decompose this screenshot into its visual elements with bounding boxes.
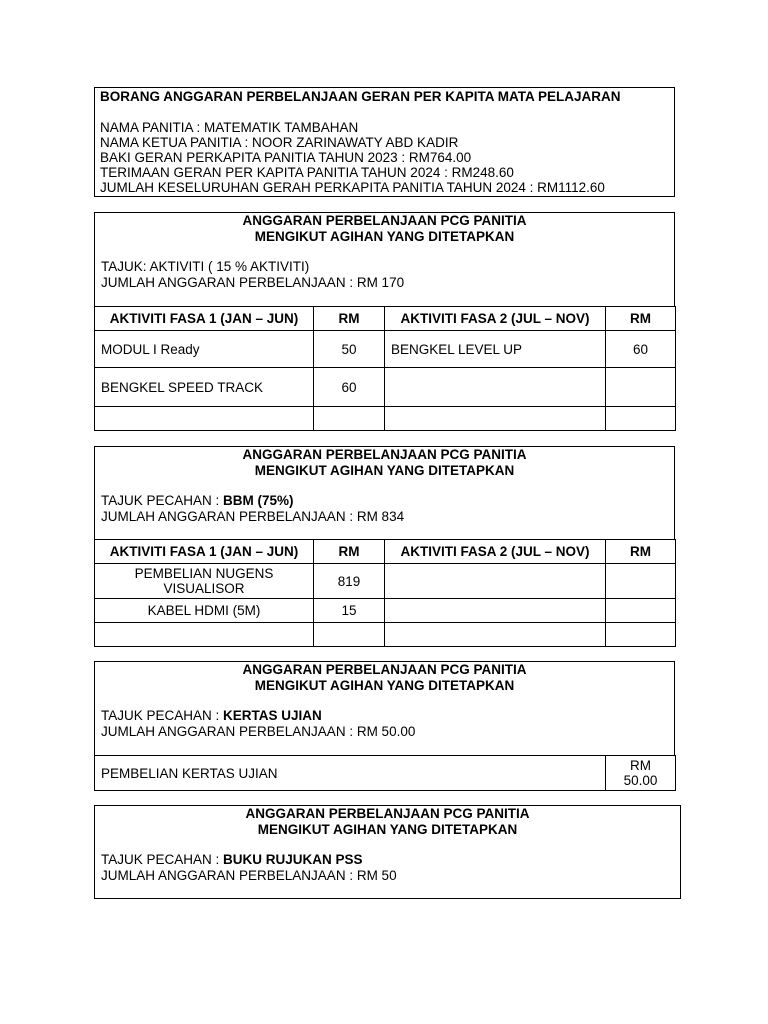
section-4-total: JUMLAH ANGGARAN PERBELANJAAN : RM 50 (101, 868, 397, 883)
section-1-heading-2: MENGIKUT AGIHAN YANG DITETAPKAN (254, 229, 515, 244)
section-3-total: JUMLAH ANGGARAN PERBELANJAAN : RM 50.00 (101, 724, 416, 739)
section-3-heading-2: MENGIKUT AGIHAN YANG DITETAPKAN (254, 678, 515, 693)
table-cell (606, 407, 676, 431)
section-3-heading-1: ANGGARAN PERBELANJAAN PCG PANITIA (242, 662, 527, 677)
section-1-heading-1: ANGGARAN PERBELANJAAN PCG PANITIA (242, 213, 527, 228)
section-3-box (94, 661, 675, 756)
table-cell (606, 564, 676, 599)
col-rm-1: RM (314, 540, 385, 564)
table-cell (606, 623, 676, 647)
table-cell (385, 564, 606, 599)
section-2-topic (101, 493, 294, 508)
section-4-heading-1: ANGGARAN PERBELANJAAN PCG PANITIA (245, 806, 530, 821)
topic-value: BBM (75%) (223, 493, 294, 508)
total-2024: JUMLAH KESELURUHAN GERAH PERKAPITA PANITIA TAHUN 2024 : RM1112.60 (100, 180, 605, 195)
table-cell (314, 623, 385, 647)
section-1-total: JUMLAH ANGGARAN PERBELANJAAN : RM 170 (101, 275, 405, 290)
topic-value: BUKU RUJUKAN PSS (223, 852, 363, 867)
topic-label: TAJUK PECAHAN : (101, 852, 224, 867)
section-2-heading-1: ANGGARAN PERBELANJAAN PCG PANITIA (242, 447, 527, 462)
table-cell: 819 (314, 564, 385, 599)
col-phase-1: AKTIVITI FASA 1 (JAN – JUN) (95, 540, 314, 564)
topic-label: TAJUK PECAHAN : (101, 493, 224, 508)
table-cell: RM 50.00 (606, 756, 676, 791)
section-3-table (94, 755, 676, 791)
table-cell: BENGKEL LEVEL UP (385, 331, 606, 368)
table-cell: 50 (314, 331, 385, 368)
section-1-table (94, 306, 676, 431)
table-cell (606, 368, 676, 407)
col-phase-2: AKTIVITI FASA 2 (JUL – NOV) (385, 540, 606, 564)
table-cell: BENGKEL SPEED TRACK (95, 368, 314, 407)
section-4-heading-2: MENGIKUT AGIHAN YANG DITETAPKAN (257, 822, 518, 837)
col-rm-1: RM (314, 307, 385, 331)
table-cell: PEMBELIAN NUGENS VISUALISOR (95, 564, 314, 599)
table-cell (95, 407, 314, 431)
section-2-total: JUMLAH ANGGARAN PERBELANJAAN : RM 834 (101, 509, 405, 524)
section-2-table (94, 539, 676, 647)
section-2-heading-2: MENGIKUT AGIHAN YANG DITETAPKAN (254, 463, 515, 478)
topic-value: KERTAS UJIAN (223, 708, 322, 723)
table-cell: 15 (314, 599, 385, 623)
header-box (94, 87, 675, 197)
form-title: BORANG ANGGARAN PERBELANJAAN GERAN PER KAPITA MATA PELAJARAN (100, 89, 621, 104)
table-cell: KABEL HDMI (5M) (95, 599, 314, 623)
receipt-2024: TERIMAAN GERAN PER KAPITA PANITIA TAHUN 2024 : RM248.60 (100, 165, 514, 180)
col-phase-2: AKTIVITI FASA 2 (JUL – NOV) (385, 307, 606, 331)
balance-2023: BAKI GERAN PERKAPITA PANITIA TAHUN 2023 : RM764.00 (100, 150, 472, 165)
section-1-box (94, 212, 675, 307)
table-cell: PEMBELIAN KERTAS UJIAN (95, 756, 606, 791)
section-4-topic (101, 852, 363, 867)
table-cell (606, 599, 676, 623)
section-1-topic: TAJUK: AKTIVITI ( 15 % AKTIVITI) (101, 259, 310, 274)
col-rm-2: RM (606, 540, 676, 564)
topic-label: TAJUK PECAHAN : (101, 708, 224, 723)
table-cell (95, 623, 314, 647)
col-rm-2: RM (606, 307, 676, 331)
section-2-box (94, 446, 675, 540)
table-cell: 60 (606, 331, 676, 368)
col-phase-1: AKTIVITI FASA 1 (JAN – JUN) (95, 307, 314, 331)
table-cell (385, 368, 606, 407)
section-3-topic (101, 708, 322, 723)
committee-head: NAMA KETUA PANITIA : NOOR ZARINAWATY ABD KADIR (100, 135, 459, 150)
table-cell (385, 599, 606, 623)
table-cell: 60 (314, 368, 385, 407)
table-cell: MODUL I Ready (95, 331, 314, 368)
section-4-box (94, 805, 681, 899)
table-cell (385, 407, 606, 431)
table-cell (314, 407, 385, 431)
committee-name: NAMA PANITIA : MATEMATIK TAMBAHAN (100, 120, 359, 135)
table-cell (385, 623, 606, 647)
